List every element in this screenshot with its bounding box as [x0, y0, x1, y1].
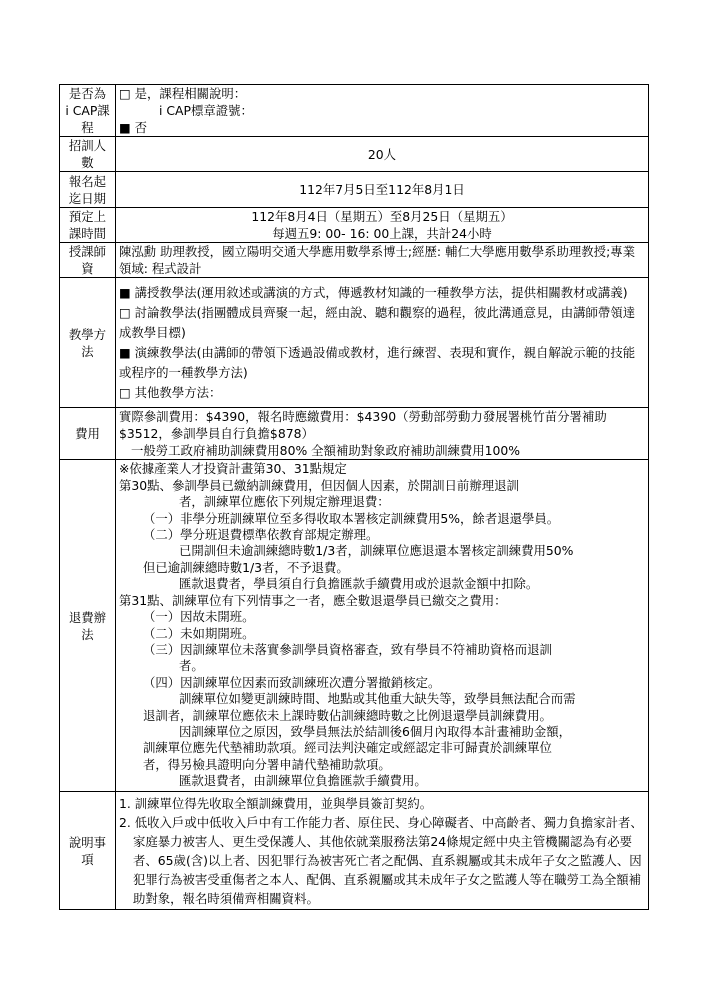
fee-value: 實際參訓費用：$4390，報名時應繳費用：$4390（勞動部勞動力發展署桃竹苗分署補助$3512，參訓學員自行負擔$878） 一般勞工政府補助訓練費用80% 全額補助對象政府補助訓練費用100%	[116, 408, 649, 460]
note-item: 2. 低收入戶或中低收入戶中有工作能力者、原住民、身心障礙者、中高齡者、獨力負擔家計者、家庭暴力被害人、更生受保護人、其他依就業服務法第24條規定經中央主管機關認為有必要者、65歲(含)以上者、因犯罪行為被害死亡者之配偶、直系親屬或其未成年子女之監護人、因犯罪行為被害受重傷者之本人、配偶、直系親屬或其未成年子女之監護人等在職勞工為全額補助對象，報名時須備齊相關資料。	[119, 814, 643, 906]
icap-yes-option: □ 是，課程相關說明：	[119, 86, 247, 101]
row-registration	[60, 172, 649, 208]
row-refund	[60, 460, 649, 792]
instructor-label: 授課師 資	[60, 243, 116, 278]
row-icap	[60, 85, 649, 137]
icap-options	[116, 85, 649, 137]
schedule-value: 112年8月4日（星期五）至8月25日（星期五） 每週五9: 00- 16: 00上課，共計24小時	[116, 208, 649, 243]
row-instructor	[60, 243, 649, 278]
instructor-value: 陳泓勳 助理教授，國立陽明交通大學應用數學系博士;經歷: 輔仁大學應用數學系助理教授;專業領域: 程式設計	[116, 243, 649, 278]
method-options	[116, 278, 649, 408]
notes-list	[116, 792, 649, 910]
note-item: 1. 訓練單位得先收取全額訓練費用，並與學員簽訂契約。	[119, 795, 433, 811]
row-notes	[60, 792, 649, 910]
row-enrollment	[60, 137, 649, 172]
icap-no-option: ■ 否	[119, 120, 148, 135]
row-schedule	[60, 208, 649, 243]
refund-label: 退費辦 法	[60, 460, 116, 792]
notes-label: 說明事 項	[60, 792, 116, 910]
method-other: □ 其他教學方法：	[119, 384, 222, 400]
method-practice: ■ 演練教學法(由講師的帶領下透過設備或教材，進行練習、表現和實作，親自解說示範的技能或程序的一種教學方法)	[119, 344, 636, 380]
row-method	[60, 278, 649, 408]
enrollment-value: 20人	[116, 137, 649, 172]
row-fee	[60, 408, 649, 460]
method-label: 教學方 法	[60, 278, 116, 408]
icap-label: 是否為 i CAP課 程	[60, 85, 116, 137]
icap-badge-number: i CAP標章證號：	[159, 103, 253, 118]
enrollment-label: 招訓人 數	[60, 137, 116, 172]
fee-label: 費用	[60, 408, 116, 460]
registration-label: 報名起 迄日期	[60, 172, 116, 208]
method-discussion: □ 討論教學法(指團體成員齊聚一起，經由說、聽和觀察的過程，彼此溝通意見，由講師帶領達成教學目標)	[119, 304, 636, 340]
refund-policy: ※依據產業人才投資計畫第30、31點規定 第30點、參訓學員已繳納訓練費用，但因個人因素，於開訓日前辦理退訓 者，訓練單位應依下列規定辦理退費： （一）非學分班訓練單位至多得收取本署核定訓練費用5%，餘者退還學員。 （二）學分班退費標準依教育部規定辦理。 已開訓但未逾訓練總時數1/3者，訓練單位應退還本署核定訓練費用50% 但已逾訓練總時數1/3者，不予退費。 匯款退費者，學員須自行負擔匯款手續費用或於退款金額中扣除。 第31點、訓練單位有下列情事之一者，應全數退還學員已繳交之費用： （一）因故未開班。 （二）未如期開班。 （三）因訓練單位未落實參訓學員資格審查，致有學員不符補助資格而退訓 者。 （四）因訓練單位因素而致訓練班次遭分署撤銷核定。 訓練單位如變更訓練時間、地點或其他重大缺失等，致學員無法配合而需 退訓者，訓練單位應依未上課時數佔訓練總時數之比例退還學員訓練費用。 因訓練單位之原因，致學員無法於結訓後6個月內取得本計畫補助金額， 訓練單位應先代墊補助款項。經司法判決確定或經認定非可歸責於訓練單位 者，得另檢具證明向分署申請代墊補助款項。 匯款退費者，由訓練單位負擔匯款手續費用。	[116, 460, 649, 792]
registration-value: 112年7月5日至112年8月1日	[116, 172, 649, 208]
schedule-label: 預定上 課時間	[60, 208, 116, 243]
method-lecture: ■ 講授教學法(運用敘述或講演的方式，傳遞教材知識的一種教學方法，提供相關教材或講義)	[119, 284, 628, 300]
course-info-table	[59, 84, 649, 910]
